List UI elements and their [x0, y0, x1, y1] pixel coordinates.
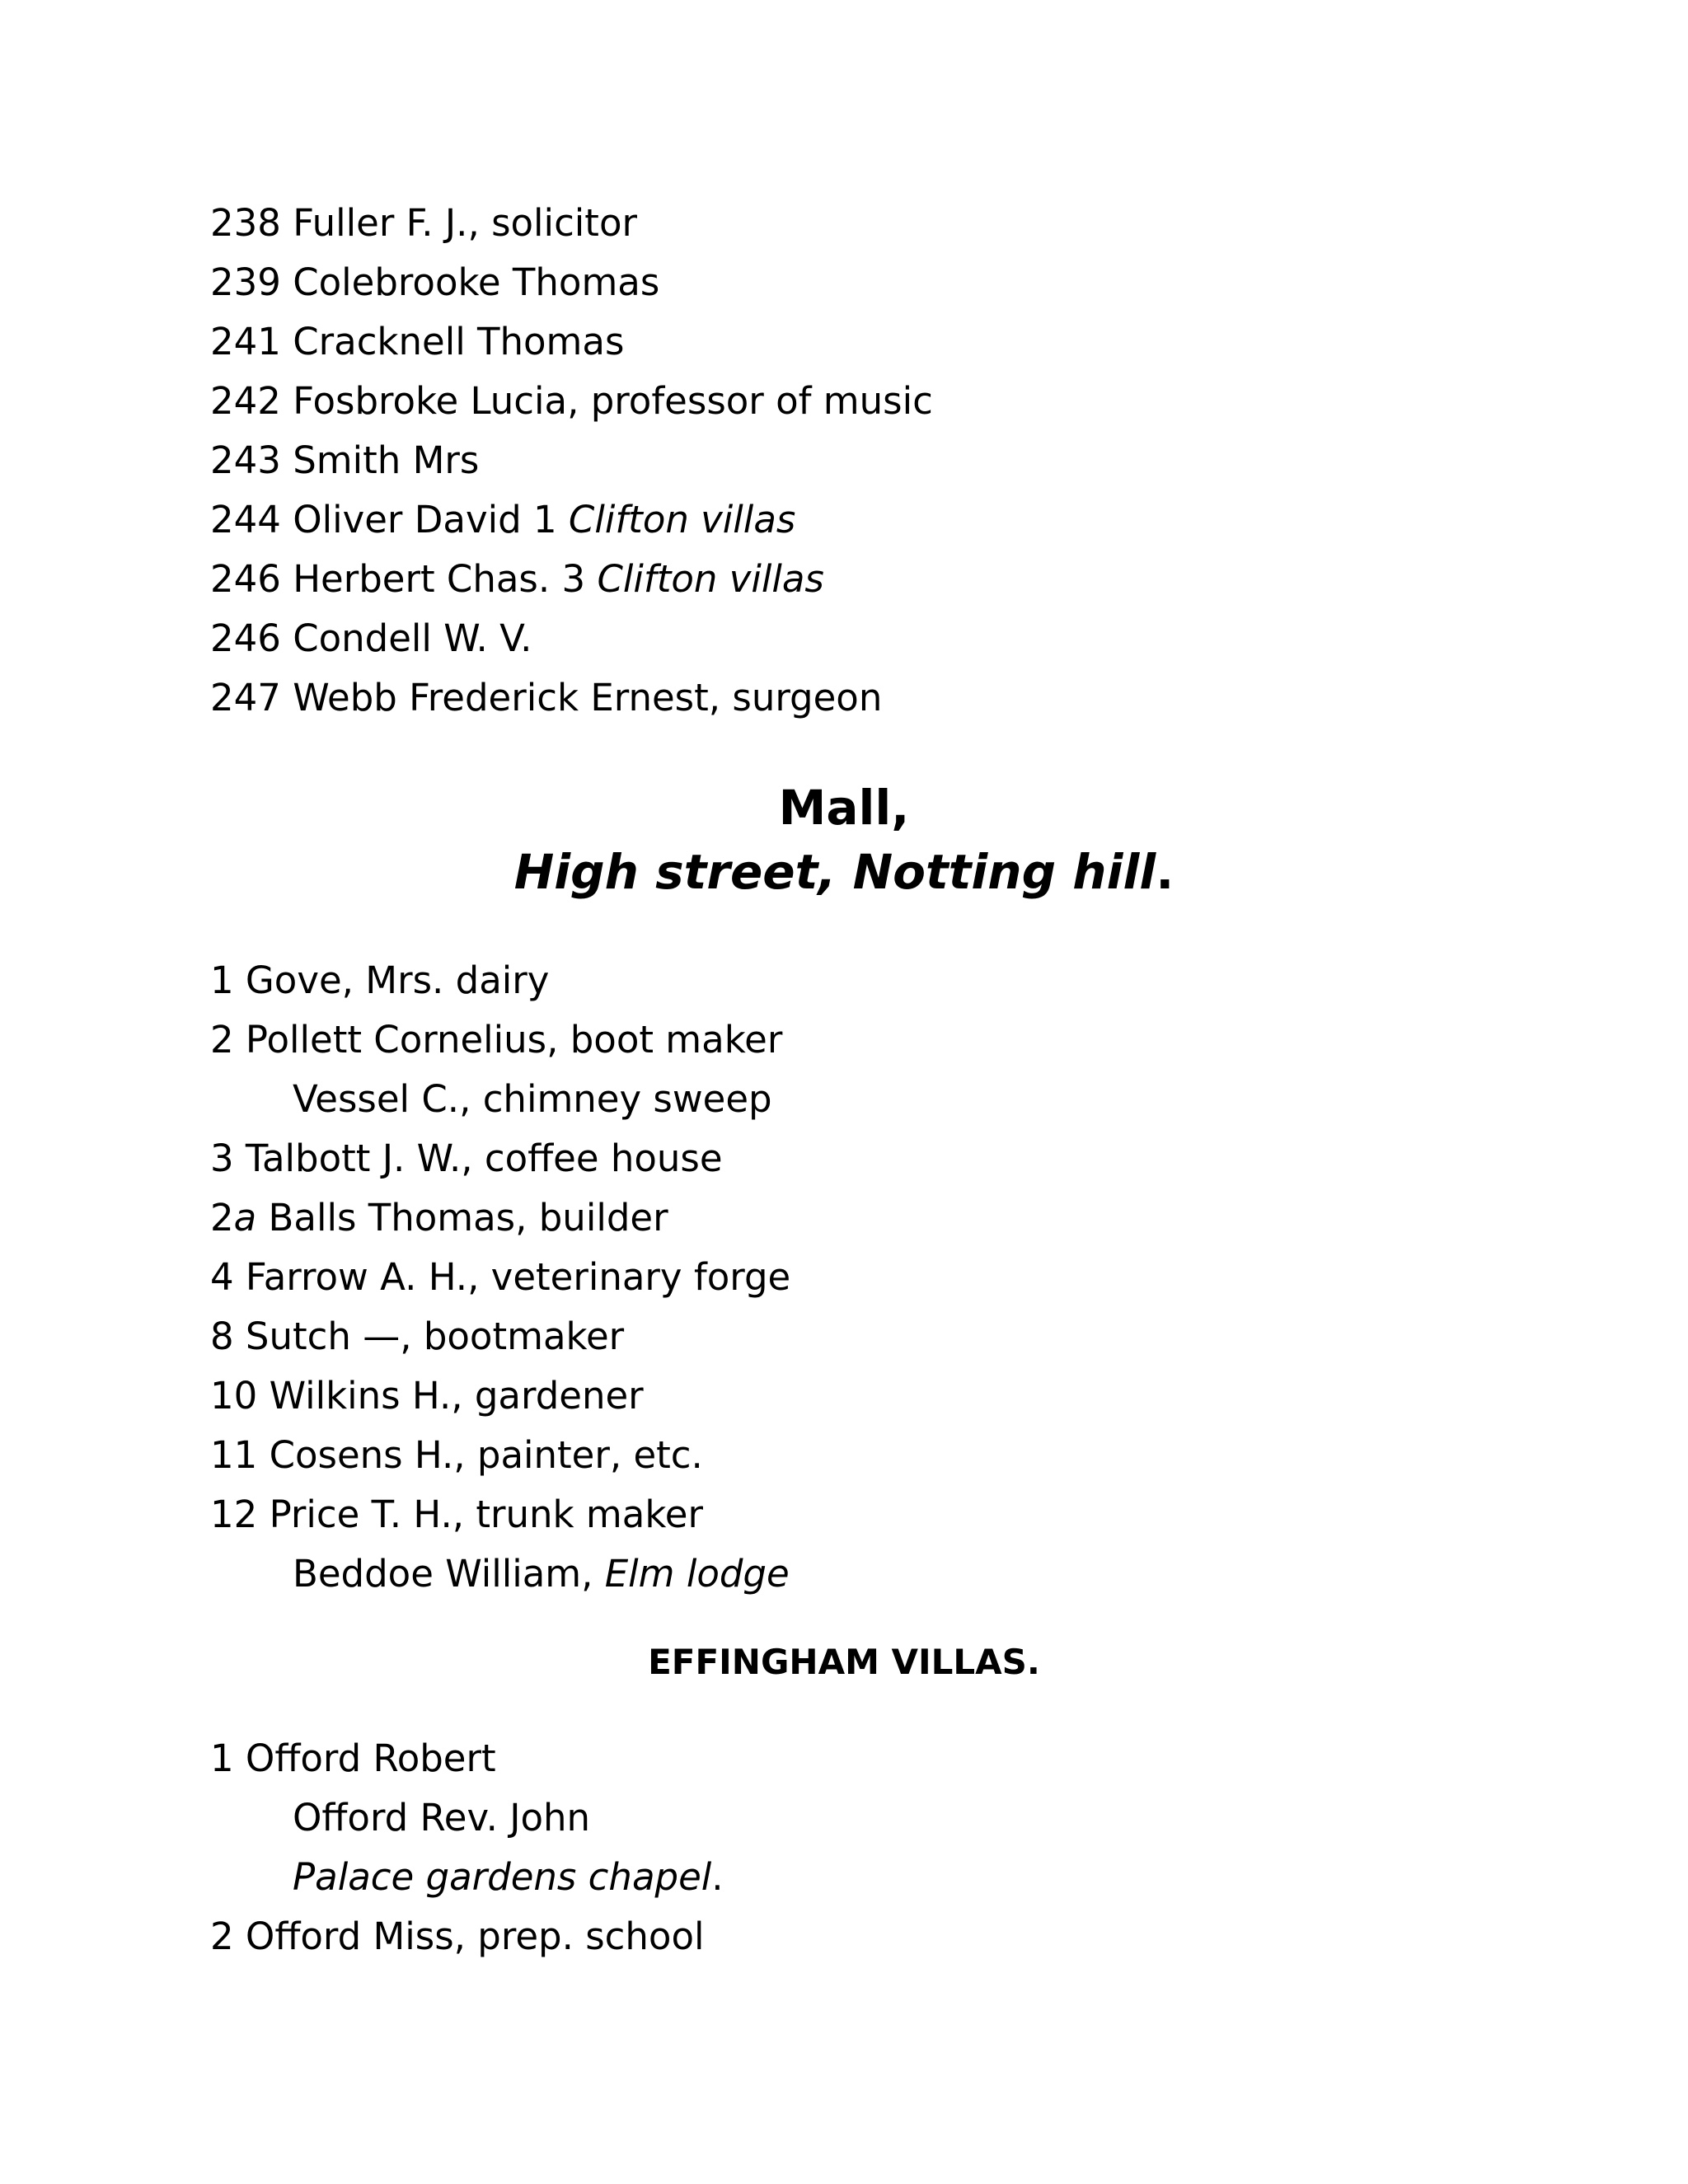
directory-entry: 12 Price T. H., trunk maker — [210, 1493, 703, 1536]
directory-entry: 1 Offord Robert — [210, 1736, 496, 1780]
directory-entry: 1 Gove, Mrs. dairy — [210, 958, 550, 1002]
entry-address: Clifton villas — [568, 498, 796, 541]
directory-entry: 246 Herbert Chas. 3 Clifton villas — [210, 557, 824, 601]
directory-entry-continued: Vessel C., chimney sweep — [293, 1077, 772, 1121]
directory-entry: 2a Balls Thomas, builder — [210, 1196, 668, 1240]
directory-entry: 4 Farrow A. H., veterinary forge — [210, 1255, 791, 1299]
entry-list-upper — [210, 194, 933, 728]
directory-entry-continued: Offord Rev. John — [293, 1796, 591, 1840]
directory-entry: 10 Wilkins H., gardener — [210, 1374, 644, 1418]
section-heading: EFFINGHAM VILLAS. — [648, 1642, 1040, 1682]
entry-list-effingham — [210, 1729, 724, 1966]
entry-address: Elm lodge — [604, 1552, 790, 1596]
directory-entry: 2 Pollett Cornelius, boot maker — [210, 1018, 783, 1062]
directory-entry: 246 Condell W. V. — [210, 616, 532, 660]
directory-entry: 8 Sutch —, bootmaker — [210, 1315, 625, 1358]
entry-address: Clifton villas — [597, 557, 824, 601]
directory-entry: 239 Colebrooke Thomas — [210, 260, 660, 304]
directory-entry: 243 Smith Mrs — [210, 438, 480, 482]
directory-entry: 241 Cracknell Thomas — [210, 320, 625, 363]
directory-entry: 11 Cosens H., painter, etc. — [210, 1433, 703, 1477]
directory-entry: 247 Webb Frederick Ernest, surgeon — [210, 676, 883, 719]
directory-entry: 244 Oliver David 1 Clifton villas — [210, 498, 796, 541]
entry-list-mall — [210, 951, 790, 1604]
street-heading: Mall, — [778, 780, 910, 836]
directory-entry-continued: Beddoe William, Elm lodge — [293, 1552, 790, 1596]
street-subheading: High street, Notting hill. — [513, 844, 1175, 900]
directory-entry: 2 Offord Miss, prep. school — [210, 1915, 705, 1958]
directory-entry-continued: Palace gardens chapel. — [293, 1855, 724, 1899]
directory-entry: 3 Talbott J. W., coffee house — [210, 1137, 723, 1180]
directory-entry: 238 Fuller F. J., solicitor — [210, 201, 637, 245]
directory-entry: 242 Fosbroke Lucia, professor of music — [210, 379, 933, 423]
